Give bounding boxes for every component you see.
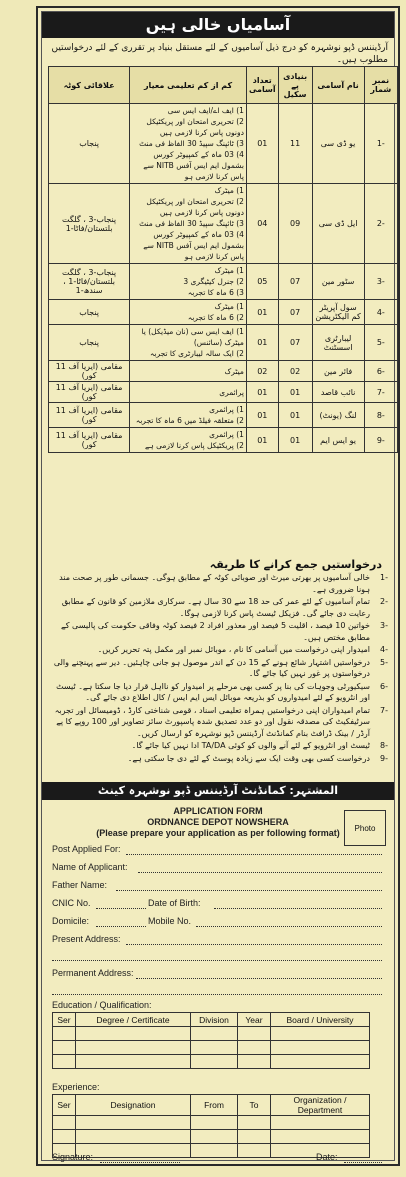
count-cell: 01 xyxy=(246,104,278,184)
father-name-field[interactable] xyxy=(116,890,382,891)
vacancy-table-body xyxy=(49,104,398,453)
table-row[interactable] xyxy=(53,1027,370,1041)
scale-cell: 09 xyxy=(278,184,312,264)
domicile-label: Domicile: xyxy=(52,916,90,926)
qualification-line: 2) تحریری امتحان اور پریکٹیکل دونوں پاس کرنا لازمی ہیں xyxy=(146,197,244,217)
rule-text: خواتین 10 فیصد ، اقلیت 5 فیصد اور معذور افراد 2 فیصد کوٹہ وفاقی حکومت کی پالیسی کے مطابق مختص ہیں۔ xyxy=(61,621,370,642)
table-row xyxy=(49,361,398,382)
cnic-field[interactable] xyxy=(96,908,146,909)
qualification-line: 3) ٹائپنگ سپیڈ 30 الفاظ فی منٹ xyxy=(139,139,244,148)
qualification-line: 2) جنرل کیٹیگری 3 xyxy=(183,277,244,286)
post-applied-field[interactable] xyxy=(126,854,382,855)
rule-number: -8 xyxy=(380,741,388,750)
edu-col-year: Year xyxy=(238,1013,271,1027)
photo-box: Photo xyxy=(344,810,386,846)
form-title: APPLICATION FORM xyxy=(173,806,263,816)
post-cell: سٹور مین xyxy=(312,264,364,300)
post-cell: یو ڈی سی xyxy=(312,104,364,184)
cnic-label: CNIC No. xyxy=(52,898,91,908)
col-post: نام آسامی xyxy=(312,67,364,104)
qualification-line: 1) پرائمری xyxy=(209,405,244,414)
vacancy-table-header xyxy=(49,67,398,104)
qualification-cell xyxy=(130,428,247,453)
rule-number: -5 xyxy=(380,657,388,667)
domicile-field[interactable] xyxy=(96,926,146,927)
scale-cell: 01 xyxy=(278,382,312,403)
exp-col-organization: Organization / Department xyxy=(271,1095,370,1116)
table-row[interactable] xyxy=(53,1055,370,1069)
rule-text: خالی آسامیوں پر بھرتی میرٹ اور صوبائی کوٹہ کے مطابق ہوگی۔ جسمانی طور پر صحت مند ہونا ضروری ہے۔ xyxy=(59,573,370,594)
permanent-address-field[interactable] xyxy=(136,978,382,979)
date-label: Date: xyxy=(316,1152,338,1162)
rule-number: -1 xyxy=(380,573,388,582)
scale-cell: 07 xyxy=(278,264,312,300)
signature-label: Signature: xyxy=(52,1152,94,1162)
qualification-line: پرائمری xyxy=(219,387,244,397)
qualification-line: 1) پرائمری xyxy=(209,430,244,439)
post-cell: فائر مین xyxy=(312,361,364,382)
count-cell: 01 xyxy=(246,382,278,403)
col-qualification: کم از کم تعلیمی معیار xyxy=(130,67,247,104)
experience-table xyxy=(52,1094,370,1158)
scale-cell: 01 xyxy=(278,403,312,428)
rule-number: -7 xyxy=(380,705,388,715)
count-cell: 02 xyxy=(246,361,278,382)
rule-text: سیکیورٹی وجوہات کی بنا پر کسی بھی مرحلے پر امیدوار کو نااہل قرار دیا جا سکتا ہے۔ ٹیسٹ اور انٹرویو کے لئے امیدواروں کو بذریعہ موبائل ایس ایم ایس / کال اطلاع دی جائے گی۔ xyxy=(56,681,370,702)
count-cell: 01 xyxy=(246,300,278,325)
table-row[interactable] xyxy=(53,1130,370,1144)
exp-col-to: To xyxy=(238,1095,271,1116)
qualification-line: 3) 6 ماہ کا تجربہ xyxy=(187,288,244,297)
post-cell: ایل ڈی سی xyxy=(312,184,364,264)
mobile-label: Mobile No. xyxy=(148,916,192,926)
qualification-cell xyxy=(130,104,247,184)
present-address-field[interactable] xyxy=(126,944,382,945)
quota-cell: پنجاب-3 ، گلگت بلتستان/فاٹا-1 ، سندھ-1 xyxy=(49,264,130,300)
post-cell: لیبارٹری اسسٹنٹ xyxy=(312,325,364,361)
table-row xyxy=(49,104,398,184)
quota-cell: پنجاب xyxy=(49,104,130,184)
ad-title: آسامیاں خالی ہیں xyxy=(42,12,394,38)
dob-label: Date of Birth: xyxy=(148,898,201,908)
quota-cell: پنجاب-3 ، گلگت بلتستان/فاٹا-1 xyxy=(49,184,130,264)
qualification-line: 1) میٹرک xyxy=(214,266,244,275)
signature-field[interactable] xyxy=(100,1162,180,1163)
qualification-cell xyxy=(130,403,247,428)
table-row xyxy=(49,184,398,264)
rule-number: -3 xyxy=(380,621,388,630)
count-cell: 01 xyxy=(246,403,278,428)
serial-cell: -8 xyxy=(364,403,397,428)
edu-col-ser: Ser xyxy=(53,1013,76,1027)
advertiser-bar: المشتہر: کمانڈنٹ آرڈیننس ڈپو نوشہرہ کینٹ xyxy=(42,782,394,800)
scale-cell: 07 xyxy=(278,325,312,361)
form-instruction: (Please prepare your application as per following format) xyxy=(96,828,340,838)
qualification-line: 2) متعلقہ فیلڈ میں 6 ماہ کا تجربہ xyxy=(135,416,244,425)
qualification-line: 4) 03 ماہ کے کمپیوٹر کورس بشمول ایم ایس آفس NITB سے پاس کرنا لازمی ہو xyxy=(143,230,244,261)
qualification-line: 2) ایک سالہ لیبارٹری کا تجربہ xyxy=(149,349,244,358)
table-row xyxy=(49,300,398,325)
serial-cell: -2 xyxy=(364,184,397,264)
ad-intro: آرڈیننس ڈپو نوشہرہ کو درج ذیل آسامیوں کے لئے مستقل بنیاد پر تقرری کے لئے درخواستیں مطلوب ہیں۔ xyxy=(51,43,388,65)
permanent-address-field-2[interactable] xyxy=(52,994,382,995)
col-scale: بنیادی پے سکیل xyxy=(278,67,312,104)
qualification-line: 1) ایف اے/ایف ایس سی xyxy=(167,106,244,115)
qualification-cell xyxy=(130,382,247,403)
rule-number: -9 xyxy=(380,753,388,763)
table-row[interactable] xyxy=(53,1116,370,1130)
exp-col-designation: Designation xyxy=(76,1095,191,1116)
post-cell: یو ایس ایم xyxy=(312,428,364,453)
applicant-name-label: Name of Applicant: xyxy=(52,862,128,872)
scale-cell: 07 xyxy=(278,300,312,325)
qualification-line: 1) میٹرک xyxy=(214,186,244,195)
application-rules xyxy=(48,572,388,765)
rule-item xyxy=(48,705,388,740)
count-cell: 04 xyxy=(246,184,278,264)
serial-cell: -6 xyxy=(364,361,397,382)
present-address-label: Present Address: xyxy=(52,934,121,944)
dob-field[interactable] xyxy=(214,908,382,909)
quota-cell: پنجاب xyxy=(49,325,130,361)
count-cell: 05 xyxy=(246,264,278,300)
rule-text: امیدوار اپنی درخواست میں آسامی کا نام ، موبائل نمبر اور مکمل پتہ تحریر کریں۔ xyxy=(97,645,370,654)
qualification-cell xyxy=(130,361,247,382)
rule-item xyxy=(48,572,388,595)
permanent-address-label: Permanent Address: xyxy=(52,968,134,978)
experience-label: Experience: xyxy=(52,1082,100,1092)
serial-cell: -5 xyxy=(364,325,397,361)
col-quota: علاقائی کوٹہ xyxy=(49,67,130,104)
rule-item xyxy=(48,740,388,752)
serial-cell: -7 xyxy=(364,382,397,403)
serial-cell: -9 xyxy=(364,428,397,453)
father-name-label: Father Name: xyxy=(52,880,108,890)
table-row xyxy=(49,382,398,403)
exp-col-ser: Ser xyxy=(53,1095,76,1116)
qualification-cell xyxy=(130,184,247,264)
qualification-line: 4) 03 ماہ کے کمپیوٹر کورس بشمول ایم ایس آفس NITB سے پاس کرنا لازمی ہو xyxy=(143,150,244,181)
count-cell: 01 xyxy=(246,428,278,453)
rule-text: تمام امیدواران اپنی درخواستیں ہمراہ تعلیمی اسناد ، قومی شناختی کارڈ ، ڈومیسائل اور تجربہ سرٹیفکیٹ کی مصدقہ نقول اور دو عدد تصدیق شدہ پاسپورٹ سائز تصاویر اور 100 روپے کا پے آرڈر / بینک ڈرافٹ بنام کمانڈنٹ آرڈیننس ڈپو نوشہرہ کو ارسال کریں۔ xyxy=(54,705,370,738)
applicant-name-field[interactable] xyxy=(138,872,382,873)
edu-col-board: Board / University xyxy=(271,1013,370,1027)
rule-number: -4 xyxy=(380,645,388,654)
post-applied-label: Post Applied For: xyxy=(52,844,121,854)
rule-item xyxy=(48,620,388,643)
advertisement-inner xyxy=(41,11,395,1161)
how-to-apply-heading: درخواستیں جمع کرانے کا طریقہ xyxy=(209,558,382,571)
quota-cell: مقامی (ایریا آف 11 کور) xyxy=(49,361,130,382)
present-address-field-2[interactable] xyxy=(52,960,382,961)
rule-text: تمام آسامیوں کے لئے عمر کی حد 18 سے 30 سال ہے۔ سرکاری ملازمین کو قانون کے مطابق رعایت دی جائے گی۔ فزیکل ٹیسٹ پاس کرنا لازمی ہوگا۔ xyxy=(61,597,370,618)
exp-col-from: From xyxy=(191,1095,238,1116)
scale-cell: 01 xyxy=(278,428,312,453)
rule-text: درخواستیں اشتہار شائع ہونے کے 15 دن کے اندر موصول ہو جانی چاہئیں۔ دیر سے پہنچنے والی درخواستوں پر غور نہیں کیا جائے گا۔ xyxy=(53,657,370,678)
qualification-line: 2) پریکٹیکل پاس کرنا لازمی ہے xyxy=(144,441,244,450)
qualification-line: 2) 6 ماہ کا تجربہ xyxy=(187,313,244,322)
col-count: تعداد آسامی xyxy=(246,67,278,104)
table-row xyxy=(49,403,398,428)
edu-col-division: Division xyxy=(191,1013,238,1027)
qualification-line: 1) میٹرک xyxy=(214,302,244,311)
col-serial: نمبر شمار xyxy=(364,67,397,104)
qualification-line: 3) ٹائپنگ سپیڈ 30 الفاظ فی منٹ xyxy=(139,219,244,228)
serial-cell: -3 xyxy=(364,264,397,300)
rule-item xyxy=(48,657,388,680)
rule-item xyxy=(48,681,388,704)
qualification-line: میٹرک xyxy=(224,366,244,376)
rule-item xyxy=(48,596,388,619)
quota-cell: مقامی (ایریا آف 11 کور) xyxy=(49,403,130,428)
quota-cell: پنجاب xyxy=(49,300,130,325)
qualification-cell xyxy=(130,264,247,300)
qualification-line: 2) تحریری امتحان اور پریکٹیکل دونوں پاس کرنا لازمی ہیں xyxy=(146,117,244,137)
table-row xyxy=(49,264,398,300)
table-row[interactable] xyxy=(53,1041,370,1055)
table-row xyxy=(49,325,398,361)
rule-text: ٹیسٹ اور انٹرویو کے لئے آنے والوں کو کوئی TA/DA ادا نہیں کیا جائے گا۔ xyxy=(131,741,370,750)
qualification-line: 1) ایف ایس سی (نان میڈیکل) یا میٹرک (سائنس) xyxy=(141,327,244,347)
education-label: Education / Qualification: xyxy=(52,1000,152,1010)
rule-text: درخواست کسی بھی وقت ایک سے زیادہ پوسٹ کے لئے دی جا سکتی ہے۔ xyxy=(127,753,370,763)
post-cell: لنگ (یونٹ) xyxy=(312,403,364,428)
advertisement-frame xyxy=(36,6,400,1166)
quota-cell: مقامی (ایریا آف 11 کور) xyxy=(49,428,130,453)
qualification-cell xyxy=(130,300,247,325)
post-cell: نائب قاصد xyxy=(312,382,364,403)
scale-cell: 02 xyxy=(278,361,312,382)
form-org: ORDNANCE DEPOT NOWSHERA xyxy=(147,817,289,827)
education-table xyxy=(52,1012,370,1069)
rule-item xyxy=(48,753,388,765)
rule-number: -2 xyxy=(380,597,388,606)
vacancy-table xyxy=(48,66,398,453)
rule-item xyxy=(48,644,388,656)
qualification-cell xyxy=(130,325,247,361)
edu-col-degree: Degree / Certificate xyxy=(76,1013,191,1027)
table-row xyxy=(49,428,398,453)
date-field[interactable] xyxy=(344,1162,382,1163)
count-cell: 01 xyxy=(246,325,278,361)
post-cell: سول آپریٹر کم الیکٹریشن xyxy=(312,300,364,325)
quota-cell: مقامی (ایریا آف 11 کور) xyxy=(49,382,130,403)
application-form xyxy=(46,804,390,1162)
scale-cell: 11 xyxy=(278,104,312,184)
serial-cell: -1 xyxy=(364,104,397,184)
rule-number: -6 xyxy=(380,681,388,691)
serial-cell: -4 xyxy=(364,300,397,325)
mobile-field[interactable] xyxy=(196,926,382,927)
